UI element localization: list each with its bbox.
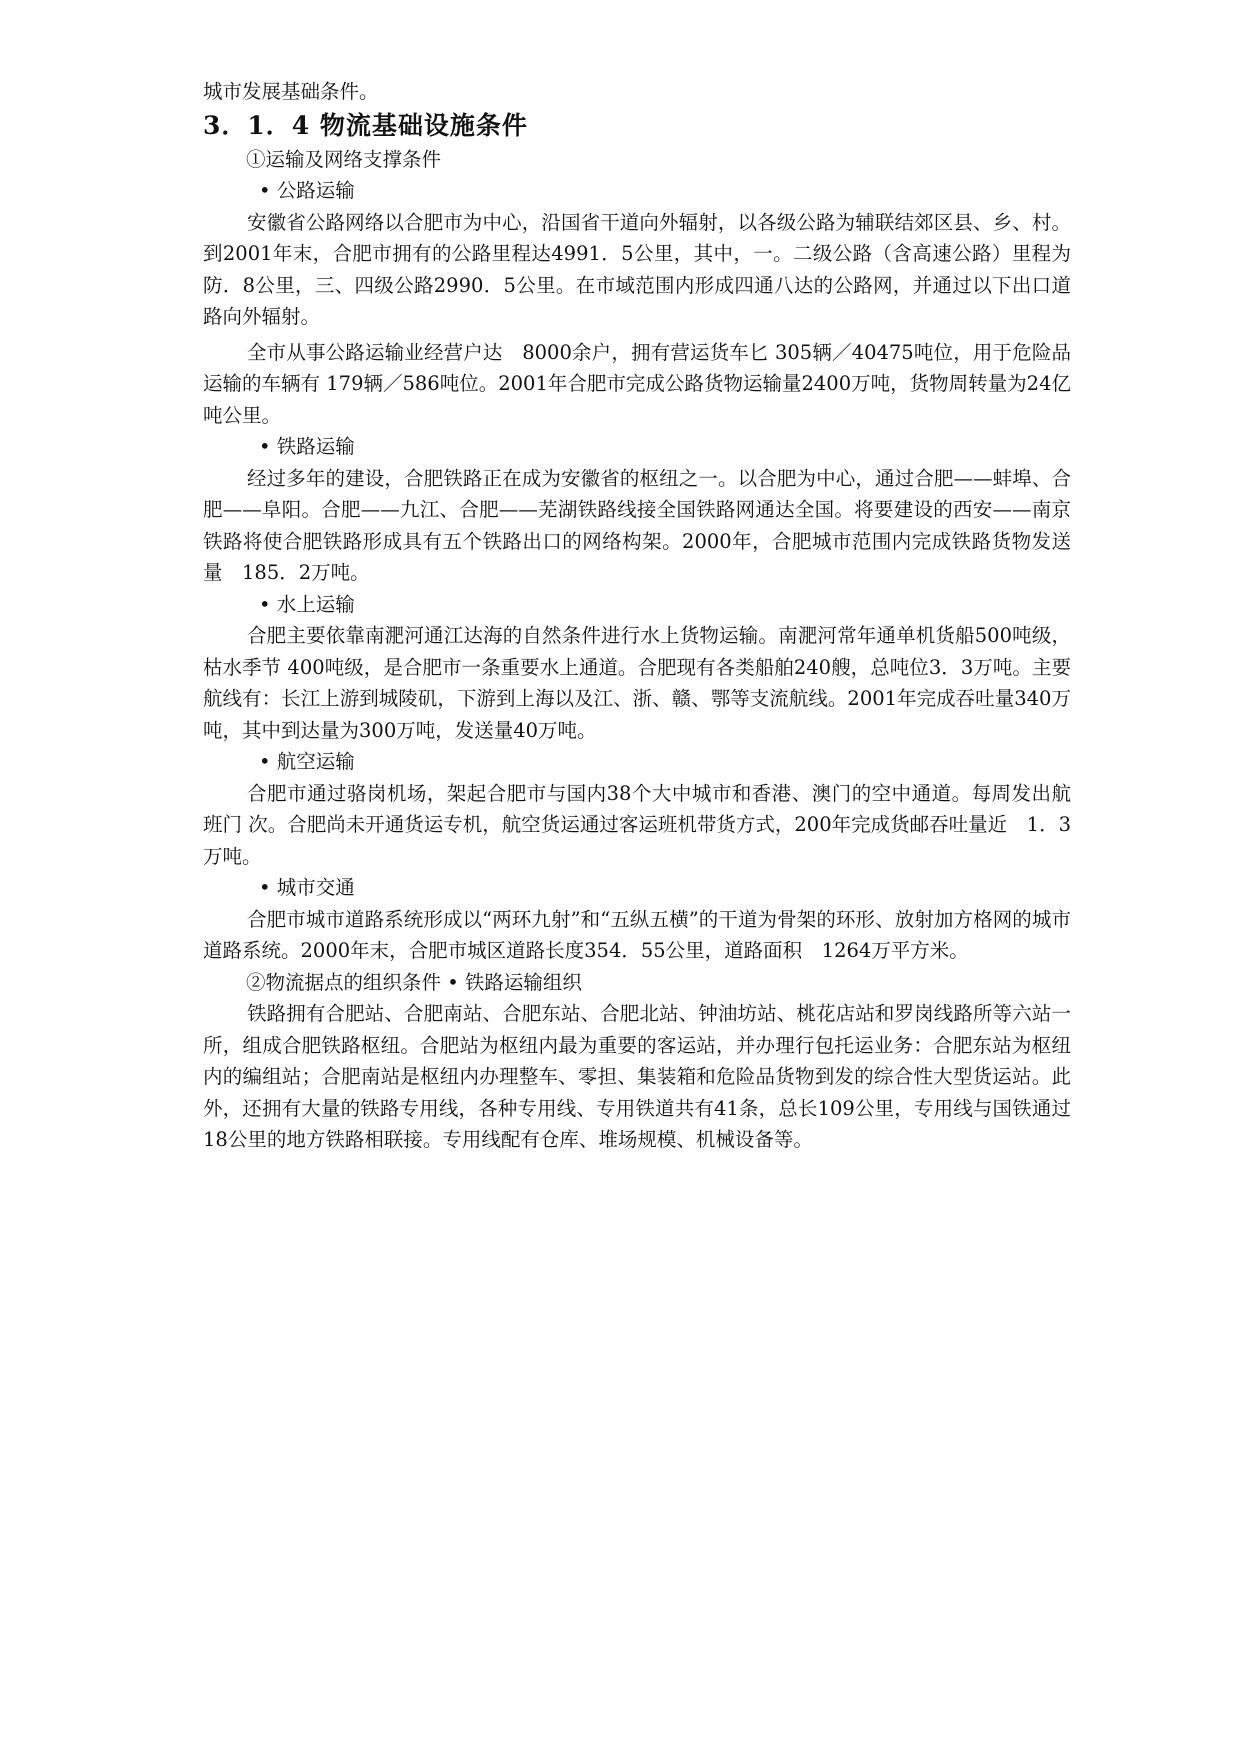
subsection-transport-network: ①运输及网络支撑条件 (246, 147, 442, 171)
bullet-air-transport: • 航空运输 (259, 750, 355, 773)
document-page (203, 76, 1071, 1156)
paragraph-rail-hub: 铁路拥有合肥站、合肥南站、合肥东站、合肥北站、钟油坊站、桃花店站和罗岗线路所等六站一所，组成合肥铁路枢纽。合肥站为枢纽内最为重要的客运站，并办理行包托运业务：合肥东站为枢纽内的编组站；合肥南站是枢纽内办理整车、零担、集装箱和危险品货物到发的综合性大型货运站。此外，还拥有大量的铁路专用线，各种专用线、专用铁道共有41条，总长109公里，专用线与国铁通过18公里的地方铁路相联接。专用线配有仓库、堆场规模、机械设备等。 (203, 1002, 1071, 1151)
bullet-road-transport: • 公路运输 (259, 179, 355, 202)
bullet-rail-transport: • 铁路运输 (259, 435, 355, 458)
paragraph-road-operators: 全市从事公路运输业经营户达 8000余户，拥有营运货车匕 305辆／40475吨位，用于危险品运输的车辆有 179辆／586吨位。2001年合肥市完成公路货物运输量2400万吨，货物周转量为24亿吨公里。 (203, 340, 1071, 427)
section-title: 3．1．4 物流基础设施条件 (203, 110, 528, 140)
paragraph-water: 合肥主要依靠南淝河通江达海的自然条件进行水上货物运输。南淝河常年通单机货船500吨级，枯水季节 400吨级，是合肥市一条重要水上通道。合肥现有各类船舶240艘，总吨位3．3万吨。主要航线有：长江上游到城陵矶，下游到上海以及江、浙、赣、鄂等支流航线。2001年完成吞吐量340万吨，其中到达量为300万吨，发送量40万吨。 (203, 624, 1071, 742)
paragraph-air: 合肥市通过骆岗机场，架起合肥市与国内38个大中城市和香港、澳门的空中通道。每周发出航班门 次。合肥尚未开通货运专机，航空货运通过客运班机带货方式，200年完成货邮吞吐量近 1．3万吨。 (203, 781, 1071, 868)
bullet-water-transport: • 水上运输 (259, 592, 355, 616)
subsection-logistics-nodes: ②物流据点的组织条件 • 铁路运输组织 (246, 970, 582, 994)
paragraph-rail: 经过多年的建设，合肥铁路正在成为安徽省的枢纽之一。以合肥为中心，通过合肥——蚌埠、合肥——阜阳。合肥——九江、合肥——芜湖铁路线接全国铁路网通达全国。将要建设的西安——南京铁路将使合肥铁路形成具有五个铁路出口的网络构架。2000年，合肥城市范围内完成铁路货物发送量 185．2万吨。 (203, 466, 1071, 584)
paragraph-road-network: 安徽省公路网络以合肥市为中心，沿国省干道向外辐射，以各级公路为辅联结郊区县、乡、村。到2001年末，合肥市拥有的公路里程达4991．5公里，其中，一。二级公路（含高速公路）里程为防．8公里，三、四级公路2990．5公里。在市域范围内形成四通八达的公路网，并通过以下出口道路向外辐射。 (203, 210, 1071, 328)
carry-over-text: 城市发展基础条件。 (203, 80, 379, 103)
paragraph-city-traffic: 合肥市城市道路系统形成以“两环九射”和“五纵五横”的干道为骨架的环形、放射加方格网的城市道路系统。2000年末，合肥市城区道路长度354．55公里，道路面积 1264万平方米。 (203, 907, 1071, 962)
bullet-city-traffic: • 城市交通 (259, 876, 355, 899)
